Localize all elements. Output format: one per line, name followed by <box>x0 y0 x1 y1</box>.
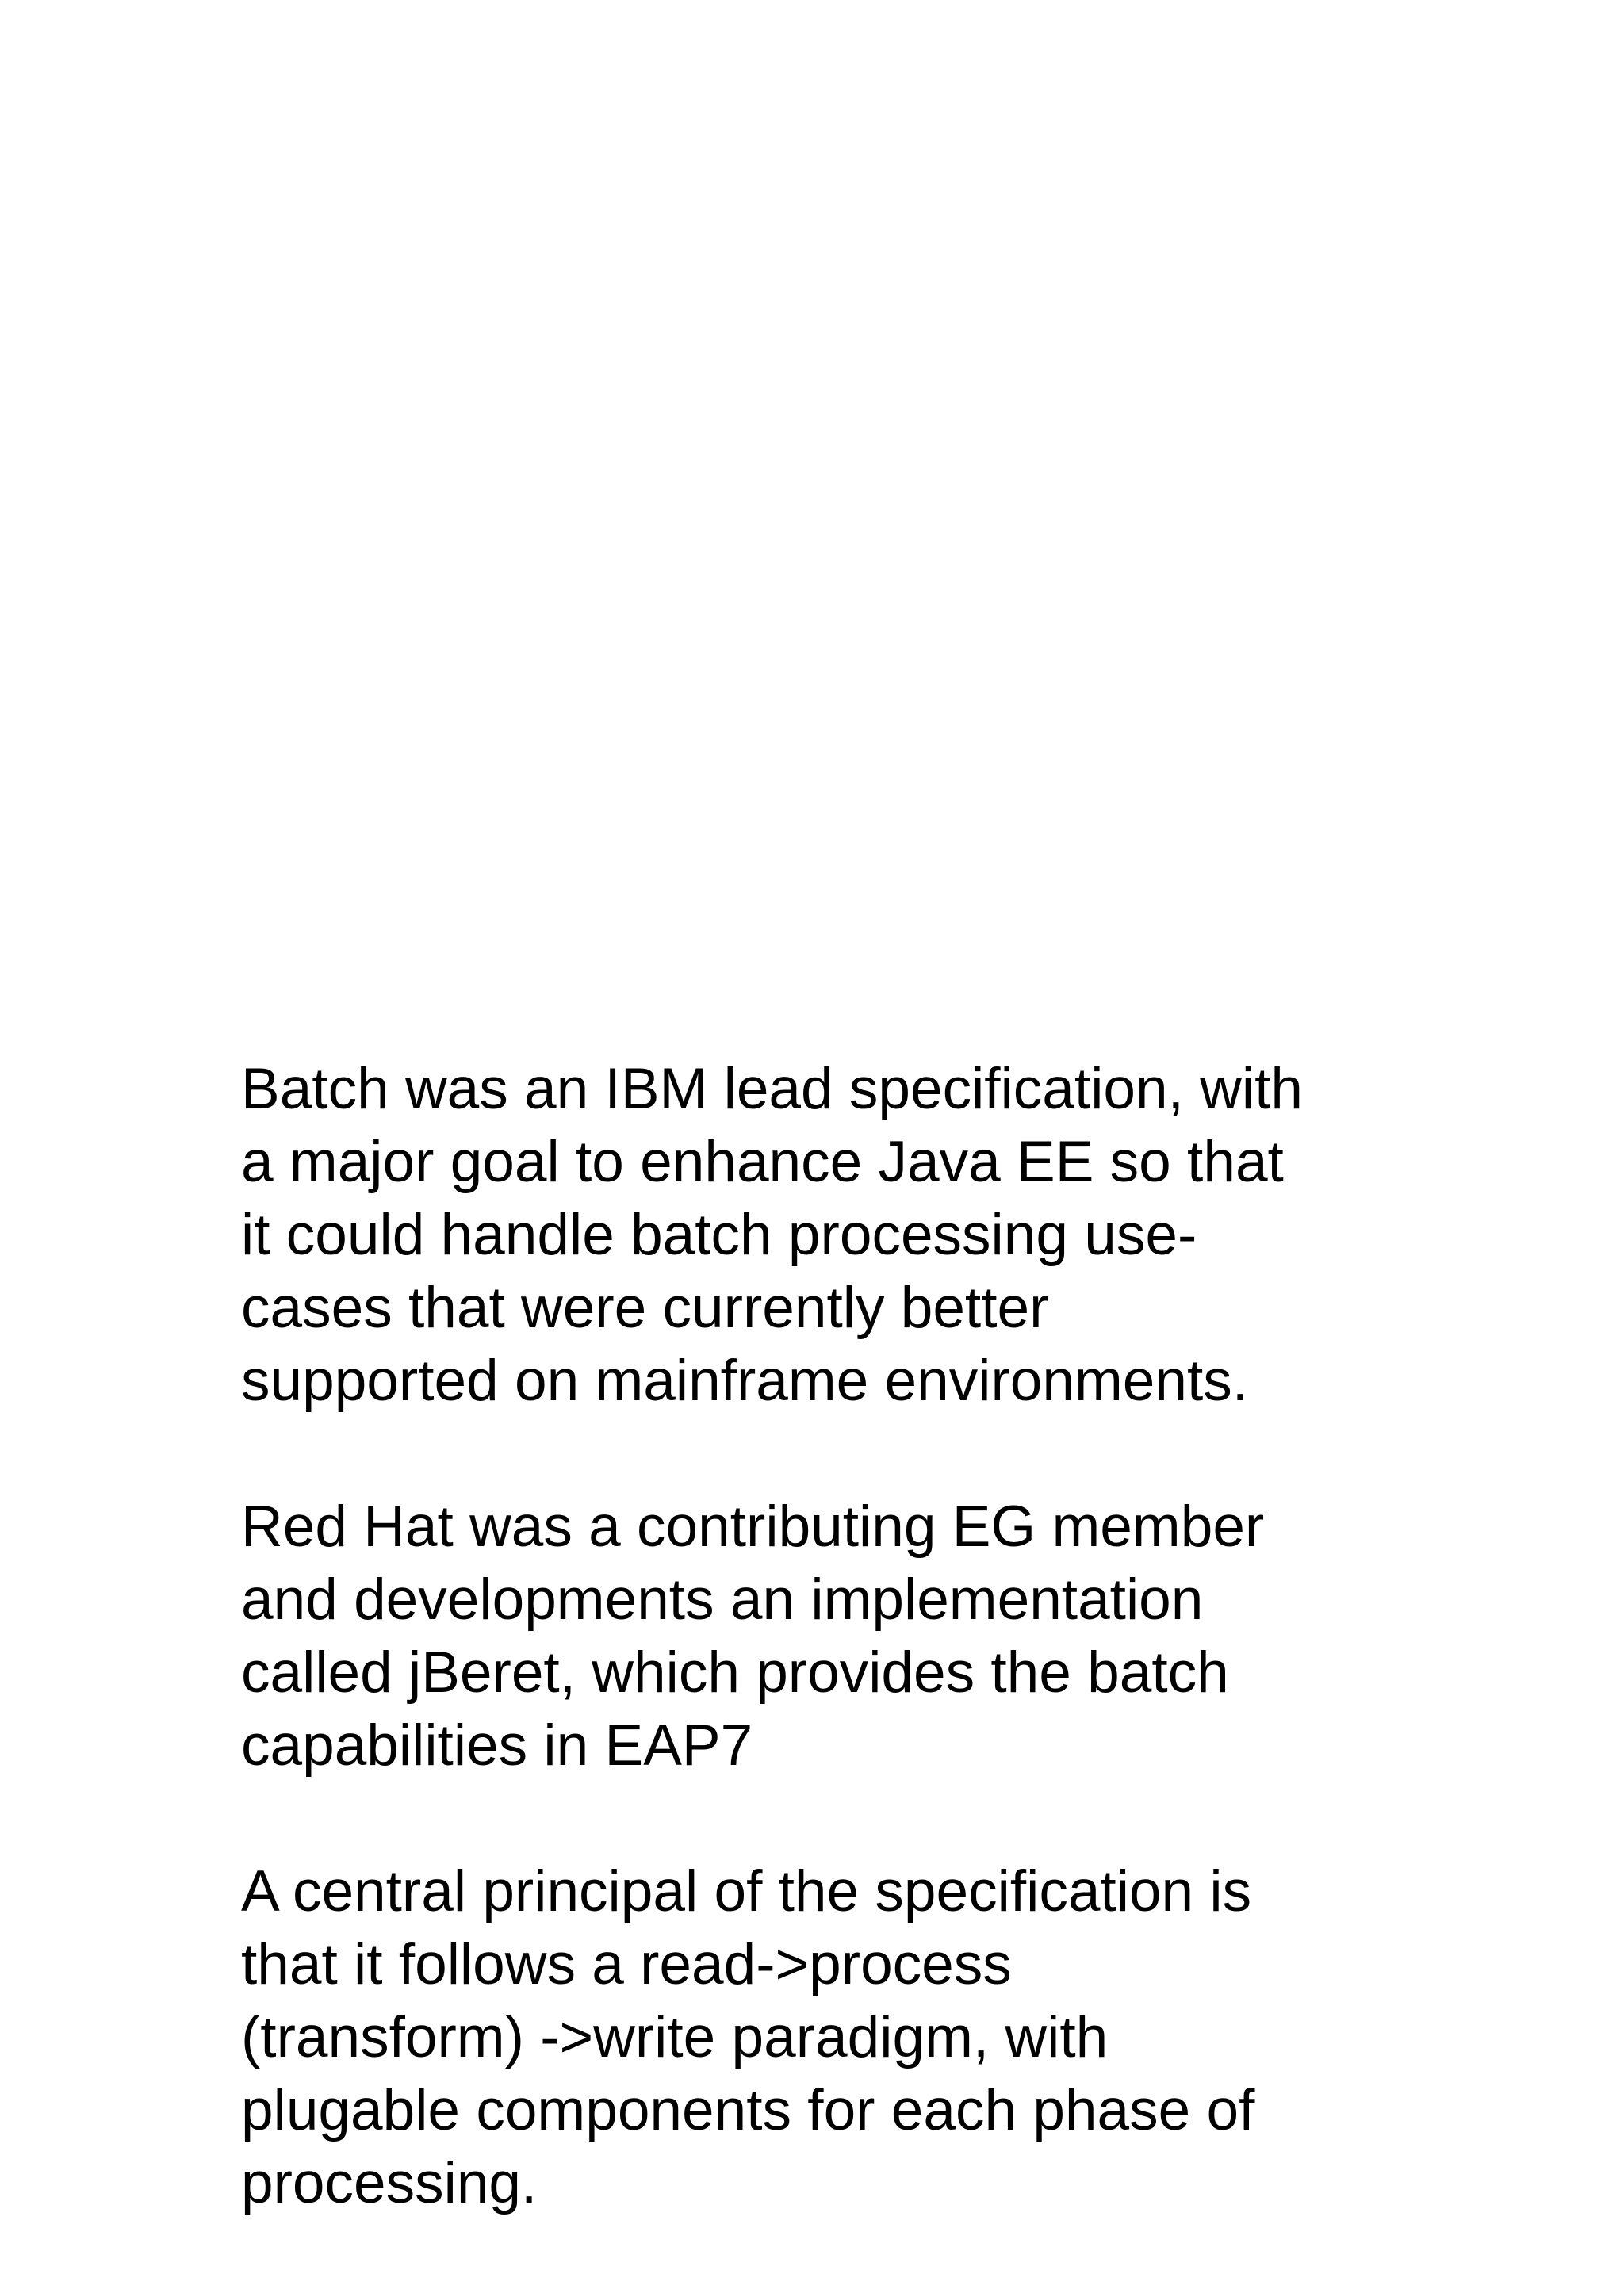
text-line: plugable components for each phase of <box>241 2078 1255 2142</box>
text-line: that it follows a read->process <box>241 1932 1012 1996</box>
text-line: (transform) ->write paradigm, with <box>241 2005 1109 2069</box>
notes-paragraph-red-hat <box>241 1491 1431 1782</box>
notes-body <box>241 1053 1431 2293</box>
notes-paragraph-central-principal <box>241 1855 1431 2220</box>
text-line: supported on mainframe environments. <box>241 1349 1249 1413</box>
notes-paragraph-batch-spec <box>241 1053 1431 1418</box>
text-line: called jBeret, which provides the batch <box>241 1640 1229 1705</box>
text-line: Batch was an IBM lead specification, with <box>241 1057 1303 1121</box>
text-line: A central principal of the specification is <box>241 1859 1252 1924</box>
text-line: it could handle batch processing use- <box>241 1203 1197 1267</box>
text-line: a major goal to enhance Java EE so that <box>241 1130 1284 1194</box>
text-line: processing. <box>241 2151 538 2215</box>
text-line: Red Hat was a contributing EG member <box>241 1495 1265 1559</box>
text-line: capabilities in EAP7 <box>241 1713 753 1778</box>
text-line: cases that were currently better <box>241 1276 1049 1340</box>
text-line: and developments an implementation <box>241 1568 1204 1632</box>
